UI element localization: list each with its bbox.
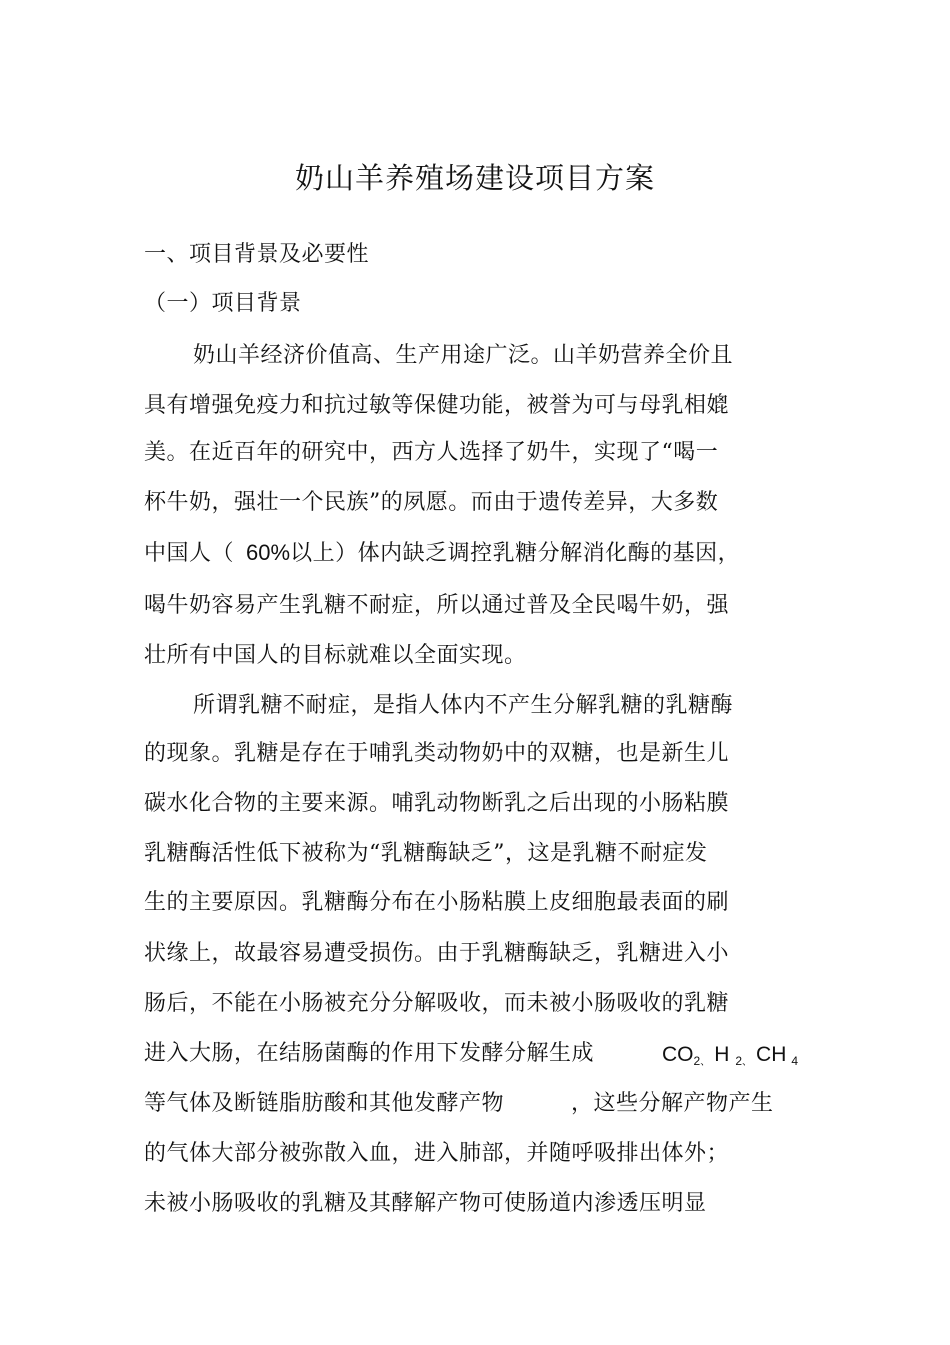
- formula-ch4: CH $_4$: [756, 1043, 799, 1068]
- paragraph-line: 肠后，不能在小肠被充分分解吸收，而未被小肠吸收的乳糖: [144, 991, 730, 1016]
- paragraph-line: ，这些分解产物产生: [571, 1091, 774, 1116]
- line-text: 中国人（: [144, 541, 235, 566]
- document-title: 奶山羊养殖场建设项目方案: [294, 161, 655, 195]
- paragraph-line: 生的主要原因。乳糖酶分布在小肠粘膜上皮细胞最表面的刷: [144, 890, 730, 915]
- paragraph-line: 壮所有中国人的目标就难以全面实现。: [144, 643, 527, 668]
- paragraph-line: 奶山羊经济价值高、生产用途广泛。山羊奶营养全价且: [193, 343, 734, 368]
- formula-separator: 、: [700, 1057, 711, 1068]
- subsection-heading: （一）项目背景: [144, 291, 302, 316]
- paragraph-line: 的现象。乳糖是存在于哺乳类动物奶中的双糖，也是新生儿: [144, 741, 730, 766]
- paragraph-line: 杯牛奶，强壮一个民族”的夙愿。而由于遗传差异，大多数: [144, 490, 719, 515]
- formula-h2: H $_2$: [714, 1043, 743, 1068]
- paragraph-line: 所谓乳糖不耐症，是指人体内不产生分解乳糖的乳糖酶: [193, 693, 734, 718]
- paragraph-line: 未被小肠吸收的乳糖及其酵解产物可使肠道内渗透压明显: [144, 1191, 707, 1216]
- paragraph-line: 具有增强免疫力和抗过敏等保健功能，被誉为可与母乳相媲: [144, 393, 730, 418]
- line-text: 以上）体内缺乏调控乳糖分解消化酶的基因，: [290, 541, 741, 566]
- paragraph-line: 乳糖酶活性低下被称为“乳糖酶缺乏”，这是乳糖不耐症发: [144, 841, 708, 866]
- paragraph-line: 碳水化合物的主要来源。哺乳动物断乳之后出现的小肠粘膜: [144, 791, 730, 816]
- paragraph-line: 等气体及断链脂肪酸和其他发酵产物: [144, 1091, 505, 1116]
- paragraph-line: 状缘上，故最容易遭受损伤。由于乳糖酶缺乏，乳糖进入小: [144, 941, 730, 966]
- formula-co2: $CO_2$: [662, 1043, 701, 1068]
- paragraph-line: 的气体大部分被弥散入血，进入肺部，并随呼吸排出体外；: [144, 1141, 730, 1166]
- percent-value: 60%: [246, 540, 291, 565]
- chemical-formulas: [662, 1040, 798, 1078]
- paragraph-line: 进入大肠，在结肠菌酶的作用下发酵分解生成: [144, 1041, 595, 1066]
- paragraph-line: 喝牛奶容易产生乳糖不耐症，所以通过普及全民喝牛奶，强: [144, 593, 730, 618]
- paragraph-line: 美。在近百年的研究中，西方人选择了奶牛，实现了“喝一: [144, 440, 719, 465]
- paragraph-line: [144, 538, 740, 569]
- section-heading: 一、项目背景及必要性: [144, 242, 370, 267]
- formula-separator: 、: [742, 1057, 753, 1068]
